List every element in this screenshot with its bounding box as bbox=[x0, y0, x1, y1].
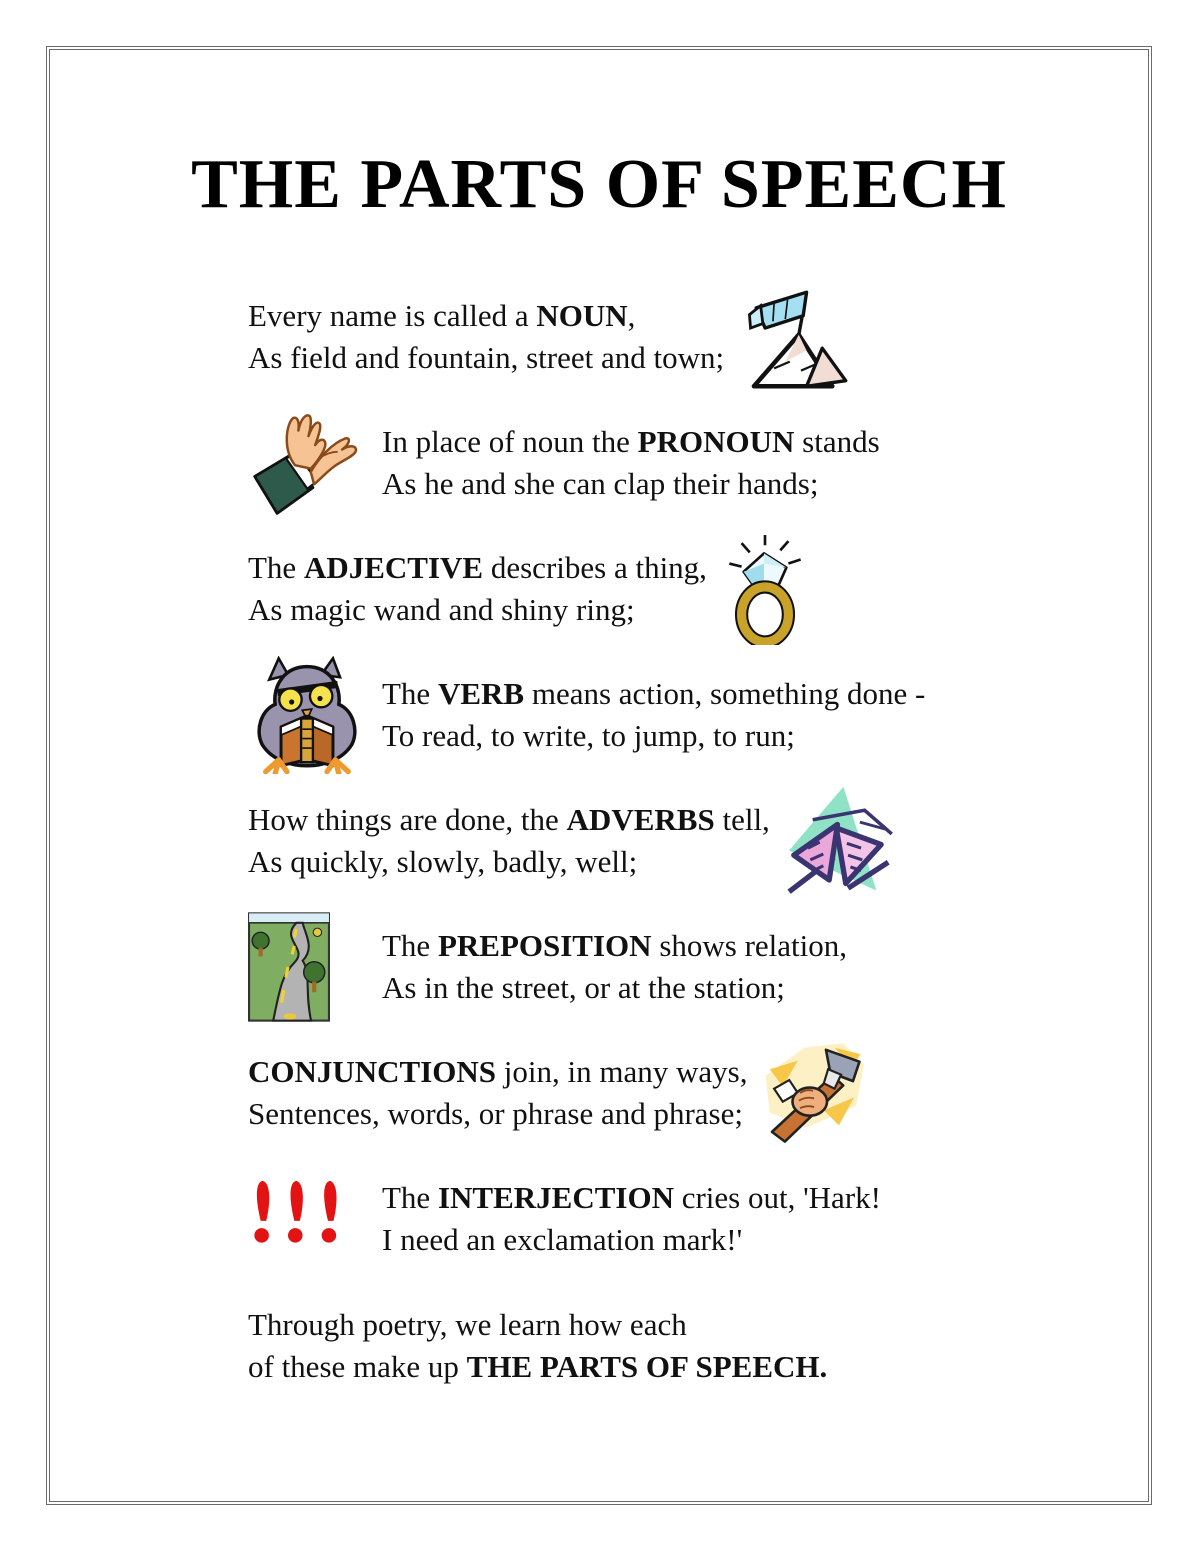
exclamation-marks-icon bbox=[248, 1176, 382, 1262]
stanza-pronoun bbox=[248, 404, 1038, 522]
keyword-adjective: ADJECTIVE bbox=[303, 549, 484, 585]
poem-line: I need an exclamation mark!' bbox=[382, 1222, 743, 1257]
stanza-adverbs-text bbox=[248, 799, 770, 883]
stanza-verb bbox=[248, 656, 1038, 774]
stanza-preposition bbox=[248, 908, 1038, 1026]
keyword-noun: NOUN bbox=[536, 297, 628, 333]
stanza-closing-text bbox=[248, 1304, 1038, 1388]
poem-line: To read, to write, to jump, to run; bbox=[382, 718, 795, 753]
poem-line: Sentences, words, or phrase and phrase; bbox=[248, 1096, 743, 1131]
page-title: THE PARTS OF SPEECH bbox=[191, 146, 1007, 223]
hand-hammer-icon bbox=[759, 1039, 867, 1147]
keyword-adverbs: ADVERBS bbox=[566, 801, 715, 837]
mountain-flag-icon bbox=[736, 281, 848, 393]
theater-masks-icon bbox=[782, 782, 900, 900]
stanza-interjection-text bbox=[382, 1177, 881, 1261]
keyword-verb: VERB bbox=[437, 675, 525, 711]
owl-reading-book-icon bbox=[248, 656, 382, 774]
poem-body bbox=[50, 278, 1148, 1388]
poem-line: How things are done, the ADVERBS tell, bbox=[248, 801, 770, 837]
street-road-icon bbox=[248, 912, 382, 1022]
poem-line: CONJUNCTIONS join, in many ways, bbox=[248, 1053, 748, 1089]
keyword-pronoun: PRONOUN bbox=[637, 423, 795, 459]
stanza-adverbs bbox=[248, 782, 1038, 900]
poem-line: of these make up THE PARTS OF SPEECH. bbox=[248, 1349, 828, 1385]
stanza-conjunctions-text bbox=[248, 1051, 747, 1135]
keyword-interjection: INTERJECTION bbox=[437, 1179, 674, 1215]
poem-line: The PREPOSITION shows relation, bbox=[382, 927, 848, 963]
stanza-pronoun-text bbox=[382, 421, 880, 505]
poem-line: As in the street, or at the station; bbox=[382, 970, 785, 1005]
stanza-closing bbox=[248, 1304, 1038, 1388]
keyword-conjunctions: CONJUNCTIONS bbox=[248, 1053, 497, 1089]
poem-line: Through poetry, we learn how each bbox=[248, 1307, 687, 1342]
diamond-ring-icon bbox=[719, 533, 811, 645]
poem-line: The VERB means action, something done - bbox=[382, 675, 926, 711]
clapping-hands-icon bbox=[248, 407, 382, 519]
stanza-adjective-text bbox=[248, 547, 707, 631]
page-border-frame bbox=[46, 46, 1152, 1505]
poem-line: As magic wand and shiny ring; bbox=[248, 592, 635, 627]
stanza-adjective bbox=[248, 530, 1038, 648]
poem-line: In place of noun the PRONOUN stands bbox=[382, 423, 880, 459]
stanza-conjunctions bbox=[248, 1034, 1038, 1152]
poem-line: Every name is called a NOUN, bbox=[248, 297, 636, 333]
stanza-verb-text bbox=[382, 673, 925, 757]
stanza-noun bbox=[248, 278, 1038, 396]
closing-title-bold: THE PARTS OF SPEECH. bbox=[466, 1349, 828, 1385]
poem-line: As field and fountain, street and town; bbox=[248, 340, 725, 375]
stanza-noun-text bbox=[248, 295, 724, 379]
poem-line: The ADJECTIVE describes a thing, bbox=[248, 549, 707, 585]
poem-line: As quickly, slowly, badly, well; bbox=[248, 844, 638, 879]
poem-line: The INTERJECTION cries out, 'Hark! bbox=[382, 1179, 881, 1215]
stanza-interjection bbox=[248, 1160, 1038, 1278]
keyword-preposition: PREPOSITION bbox=[437, 927, 652, 963]
poem-line: As he and she can clap their hands; bbox=[382, 466, 819, 501]
stanza-preposition-text bbox=[382, 925, 847, 1009]
